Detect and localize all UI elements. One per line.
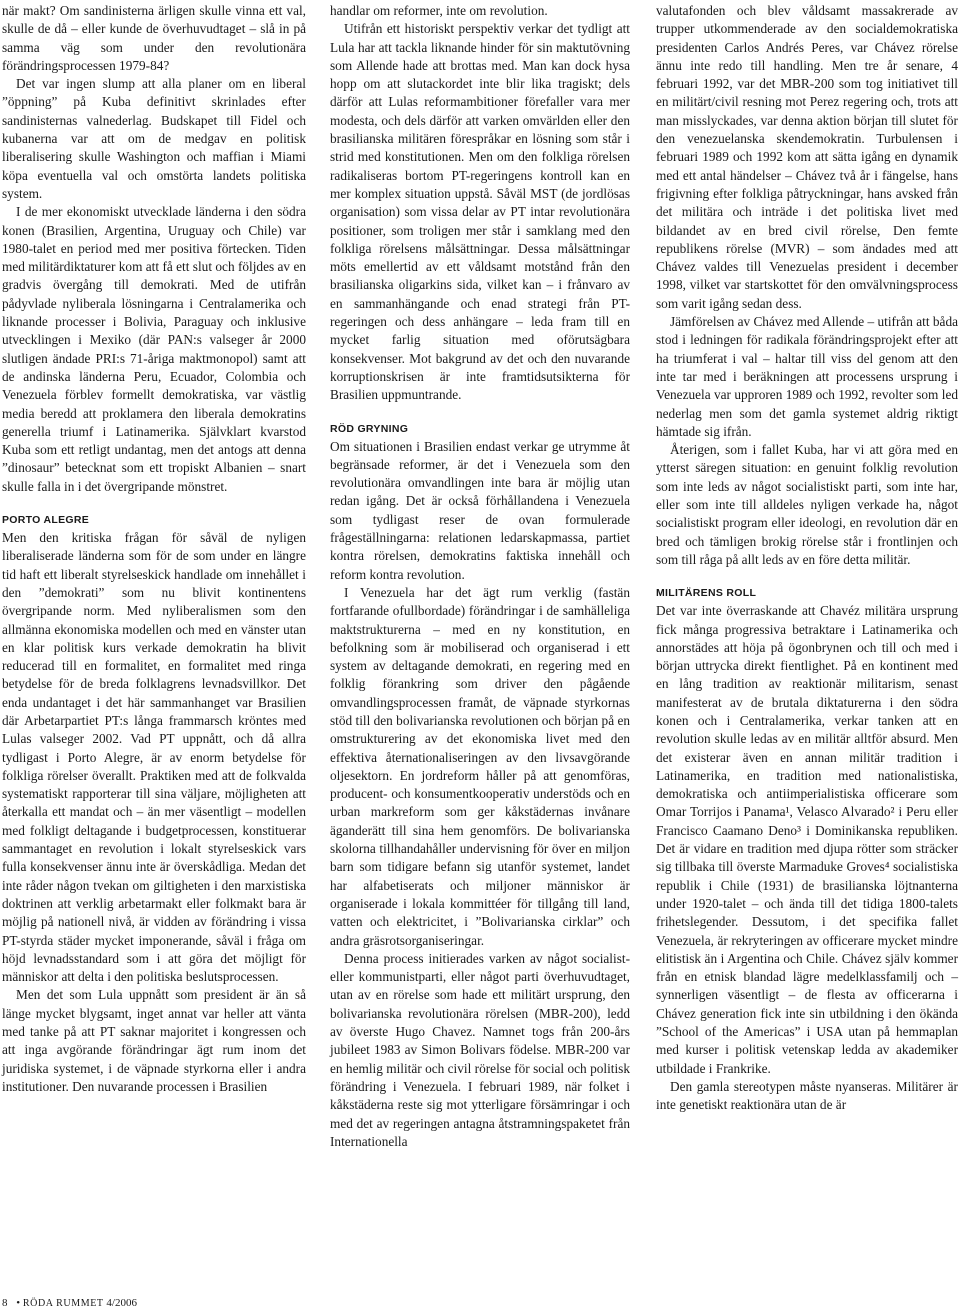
issue-number: 4/2006 [106, 1297, 137, 1309]
body-paragraph: Jämförelsen av Chávez med Allende – utifrån att båda stod i ledningen för radikala förändringsprojekt efter att ha triumferat i val – haltar till viss del genom att den inte tar med i beräkningen att processens ursprung i Venezuela var upproren 1989 och 1992, revolter som led nederlag men som det gamla systemet aldrig riktigt hämtade sig ifrån. [656, 314, 958, 439]
footer-bullet: • [16, 1297, 21, 1309]
page-footer [2, 1296, 137, 1311]
section-heading: MILITÄRENS ROLL [656, 587, 757, 600]
body-paragraph: när makt? Om sandinisterna ärligen skulle vinna ett val, skulle de då – eller kunde de överhuvudtaget – slå in på samma väg som under den revolutionära förändringsprocessen 1979-84? [2, 3, 306, 73]
body-paragraph: handlar om reformer, inte om revolution. [330, 3, 548, 18]
body-paragraph: Det var inte överraskande att Chavéz militära ursprung fick många progressiva betraktare i Latinamerika och annorstädes att höja på ögonbrynen och till och med i början uttrycka direkt fientlighet. På en kontinent med en lång tradition av reaktionär militarism, senast manifesterat av de brutala diktaturerna i den södra konen och i Centralamerika, verkar tanken att en revolution skulle ledas av en militär alltför absurd. Men det existerar även en annan militär tradition i Latinamerika, en tradition med nationalistiska, demokratiska och antiimperialistiska officerare som Omar Torrijos i Panama¹, Velasco Alvarado² i Peru eller Francisco Caamano Deno³ i Dominikanska republiken. Det är vidare en tradition med djupa rötter som sträcker sig tillbaka till överste Marmaduke Groves⁴ socialistiska republik i Chile (1931) de brasilianska löjtnanterna under 1920-talet – och ända till det tidiga 1800-talets frihetslegender. Dessutom, i det specifika fallet Venezuela, är rekryteringen av officerare mycket mindre elitistisk än i Argentina och Chile. Chávez själv kommer från en etnisk blandad lägre medelklassfamilj och – synnerligen väsentligt – de flesta av officerarna i Chávez generation fick inte sin utbildning i den ökända ”School of the Americas” i USA utan på hemmaplan med kurser i politisk vetenskap ledda av akademiker utbildade i Frankrike. [656, 603, 958, 1076]
body-paragraph: Utifrån ett historiskt perspektiv verkar det tydligt att Lula har att tackla liknande hinder för sin maktutövning som Allende hade att brottas med. Man kan dock hysa hopp om att slutackordet inte blir lika tragiskt; dels därför att Lulas reformambitioner förefaller vara mer modesta, och dels därför att varken omvärlden eller den brasilianska militären förespråkar en lösning som står i strid med konstitutionen. Men om den folkliga rörelsen radikaliseras bortom PT-regeringens kontroll kan en mer komplex situation uppstå. Såväl MST (de jordlösas organisation) som vissa delar av PT intar revolutionära positioner, som troligen mer står i samklang med den folkliga rörelsens målsättningar. Dessa målsättningar möts emellertid av ett våldsamt motstånd från den brasilianska oligarkins sida, vilket kan – i frånvaro av en sammanhängande och enad strategi från PT-regeringen och dess anhängare – leda fram till en mycket farlig situation med oförutsägbara konsekvenser. Mot bakgrund av det och den nuvarande korruptionskrisen är inte framtidsutsikterna för Brasilien uppmuntrande. [330, 21, 630, 403]
text-column-right [656, 2, 958, 1115]
section-heading: PORTO ALEGRE [2, 514, 90, 527]
body-paragraph: Det var ingen slump att alla planer om en liberal ”öppning” på Kuba definitivt skrinlades efter sandinisternas valnederlag. Budskapet till Fidel och kubanerna var att om de medgav en politisk liberalisering skulle Washington och maffian i Miami köpa eventuella val och omstörta landets politiska system. [2, 76, 306, 201]
body-paragraph: Denna process initierades varken av något socialist- eller kommunistparti, eller något parti överhuvudtaget, utan av en rörelse som hade ett militärt ursprung, den bolivarianska revolutionära rörelsen (MBR-200), ledd av överste Hugo Chavez. Namnet togs från 200-års jubileet 1983 av Simon Bolivars födelse. MBR-200 var en hemlig militär och civil rörelse för social och politisk förändring i Venezuela. I februari 1989, när folket i kåkstäderna reste sig mot ytterligare försämringar i och med det av regeringen antagna åtstramningspaketet från Internationella [330, 950, 630, 1149]
text-column-left [2, 2, 306, 1096]
body-paragraph: Den gamla stereotypen måste nyanseras. Militärer är inte genetiskt reaktionära utan de är [656, 1078, 958, 1113]
body-paragraph: Återigen, som i fallet Kuba, har vi att göra med en ytterst säregen situation: en genuint folklig revolution som inte leds av något socialistiskt parti, som inte har, eller som inte till alldeles nyligen verkade ha, något socialistiskt program eller ideologi, en revolution där en bred och tämligen brokig rörelse står i frontlinjen och som till råga på allt leds av en före detta militär. [656, 442, 958, 567]
text-column-middle [330, 2, 630, 1151]
body-paragraph: I de mer ekonomiskt utvecklade länderna i den södra konen (Brasilien, Argentina, Uruguay och Chile) var 1980-talet en period med mer positiva förtecken. Tiden med militärdiktaturer kom att få ett slut och följdes av en gradvis övergång till demokrati. Med de utifrån pådyvlade nyliberala lösningarna i Centralamerika och liknande processer i Bolivia, Paraguay och inklusive utvecklingen i Mexiko (där PAN:s valseger år 2000 slutligen ändade PRI:s 71-åriga maktmonopol) samt att de andinska länderna Peru, Ecuador, Colombia och Venezuela förblev formellt demokratiska, var västlig media beredd att proklamera den liberala demokratins generella triumf i Latinamerika. Självklart kvarstod Kuba som ett retligt undantag, men det antogs att denna ”dinosaur” betecknat som ett tropiskt Albanien – snart skulle falla in i det övergripande mönstret. [2, 204, 306, 494]
body-paragraph: valutafonden och blev våldsamt massakrerade av trupper utkommenderade av den socialdemokratiska presidenten Carlos Andrés Peres, var Chávez rörelse ännu inte redo till handling. Men tre år senare, 4 februari 1992, var det MBR-200 som tog initiativet till en militärt/civil resning mot Perez regering och, trots att man misslyckades, var denna aktion början till slutet för den venezuelanska skendemokratin. Turbulensen i februari 1989 och 1992 kom att sätta igång en dynamik med ett antal händelser – Chávez två år i fängelse, hans frigivning efter folkliga påtryckningar, hans avsked från det militära och inträde i det politiska livet med bildandet av en bred civil rörelse, Den femte republikens rörelse (MVR) – som ändades med att Chávez valdes till Venezuelas president i december 1998, vilket var startskottet för den omvälvningsprocess som varit igång sedan dess. [656, 3, 958, 311]
body-paragraph: I Venezuela har det ägt rum verklig (fastän fortfarande ofullbordade) förändringar i de samhälleliga maktstrukturerna – med en ny konstitution, en befolkning som är mobiliserad och organiserad i ett system av deltagande demokrati, en regering med en folklig förankring som driver den pågående omvandlingsprocessen framåt, de väpnade styrkornas stöd till den bolivarianska revolutionen och början på en omstrukturering av det ekonomiska livet med den effektiva åternationaliseringen av den livsavgörande oljesektorn. En jordreform håller på att genomföras, producent- och konsumentkooperativ understöds och en urban markreform som ger kåkstädernas invånare äganderätt till sina hem genomförs. De bolivarianska skolorna tillhandahåller undervisning för över en miljon barn som tidigare befann sig utanför systemet, landet har alfabetiserats och miljoner människor är organiserade i lokala kommittéer för tillgång till land, vatten och elektricitet, i ”Bolivarianska cirklar” och andra gräsrotsorganiseringar. [330, 584, 630, 948]
page-number: 8 [2, 1297, 8, 1309]
body-paragraph: Om situationen i Brasilien endast verkar ge utrymme åt begränsade reformer, är det i Venezuela som den revolutionära omvandlingen inte bara är möjlig utan redan igång. Det är också förhållandena i Venezuela som tydligast reser de ovan formulerade frågeställningarna: relationen ledarskapmassa, partiet kontra rörelsen, demokratins faktiska innehåll och reform kontra revolution. [330, 438, 630, 582]
body-paragraph: Men den kritiska frågan för såväl de nyligen liberaliserade länderna som för de som under en längre tid haft ett liberalt styrelseskick handlade om innehållet i den ”demokrati” som nu blivit kontinentens övergripande norm. Med nyliberalismen som den allmänna ekonomiska modellen och med en vänster utan en klar politisk kurs verkade demokratin ha blivit reducerad till en formalitet, en formalitet med ringa betydelse för de breda folklagrens levnadsvillkor. Det enda undantaget i det här sammanhanget var Brasilien där Arbetarpartiet PT:s långa frammarsch kröntes med Lulas valseger 2002. Vad PT uppnått, och då allra tydligast i Porto Alegre, är av enorm betydelse för folkliga rörelser överallt. Praktiken med att de folkvalda systematiskt rapporterar till sina väljare, möjligheten att återkalla ett mandat och – än mer väsentligt – modellen med folkligt deltagande i budgetprocessen, konstituerar sammantaget en revolution i lokalt styrelseskick vars fulla konsekvenser ännu inte är överskådliga. Medan det inte råder någon tvekan om giltigheten i den marxistiska doktrinen att verklig arbetarmakt eller folkmakt bara är möjlig på nationell nivå, är vidden av förändring i vissa PT-styrda städer mycket imponerande, såväl i fråga om höjd levnadsstandard som i att göra det möjligt för människor att delta i den politiska beslutsprocessen. [2, 530, 306, 985]
magazine-name: RÖDA RUMMET [22, 1298, 104, 1309]
section-heading: RÖD GRYNING [330, 422, 409, 435]
body-paragraph: Men det som Lula uppnått som president är än så länge mycket blygsamt, inget annat var heller att vänta med tanke på att PT saknar majoritet i kongressen och att inga avgörande förändringar ägt rum inom det juridiska systemet, i de väpnade styrkorna eller i andra institutioner. Den nuvarande processen i Brasilien [2, 987, 306, 1094]
